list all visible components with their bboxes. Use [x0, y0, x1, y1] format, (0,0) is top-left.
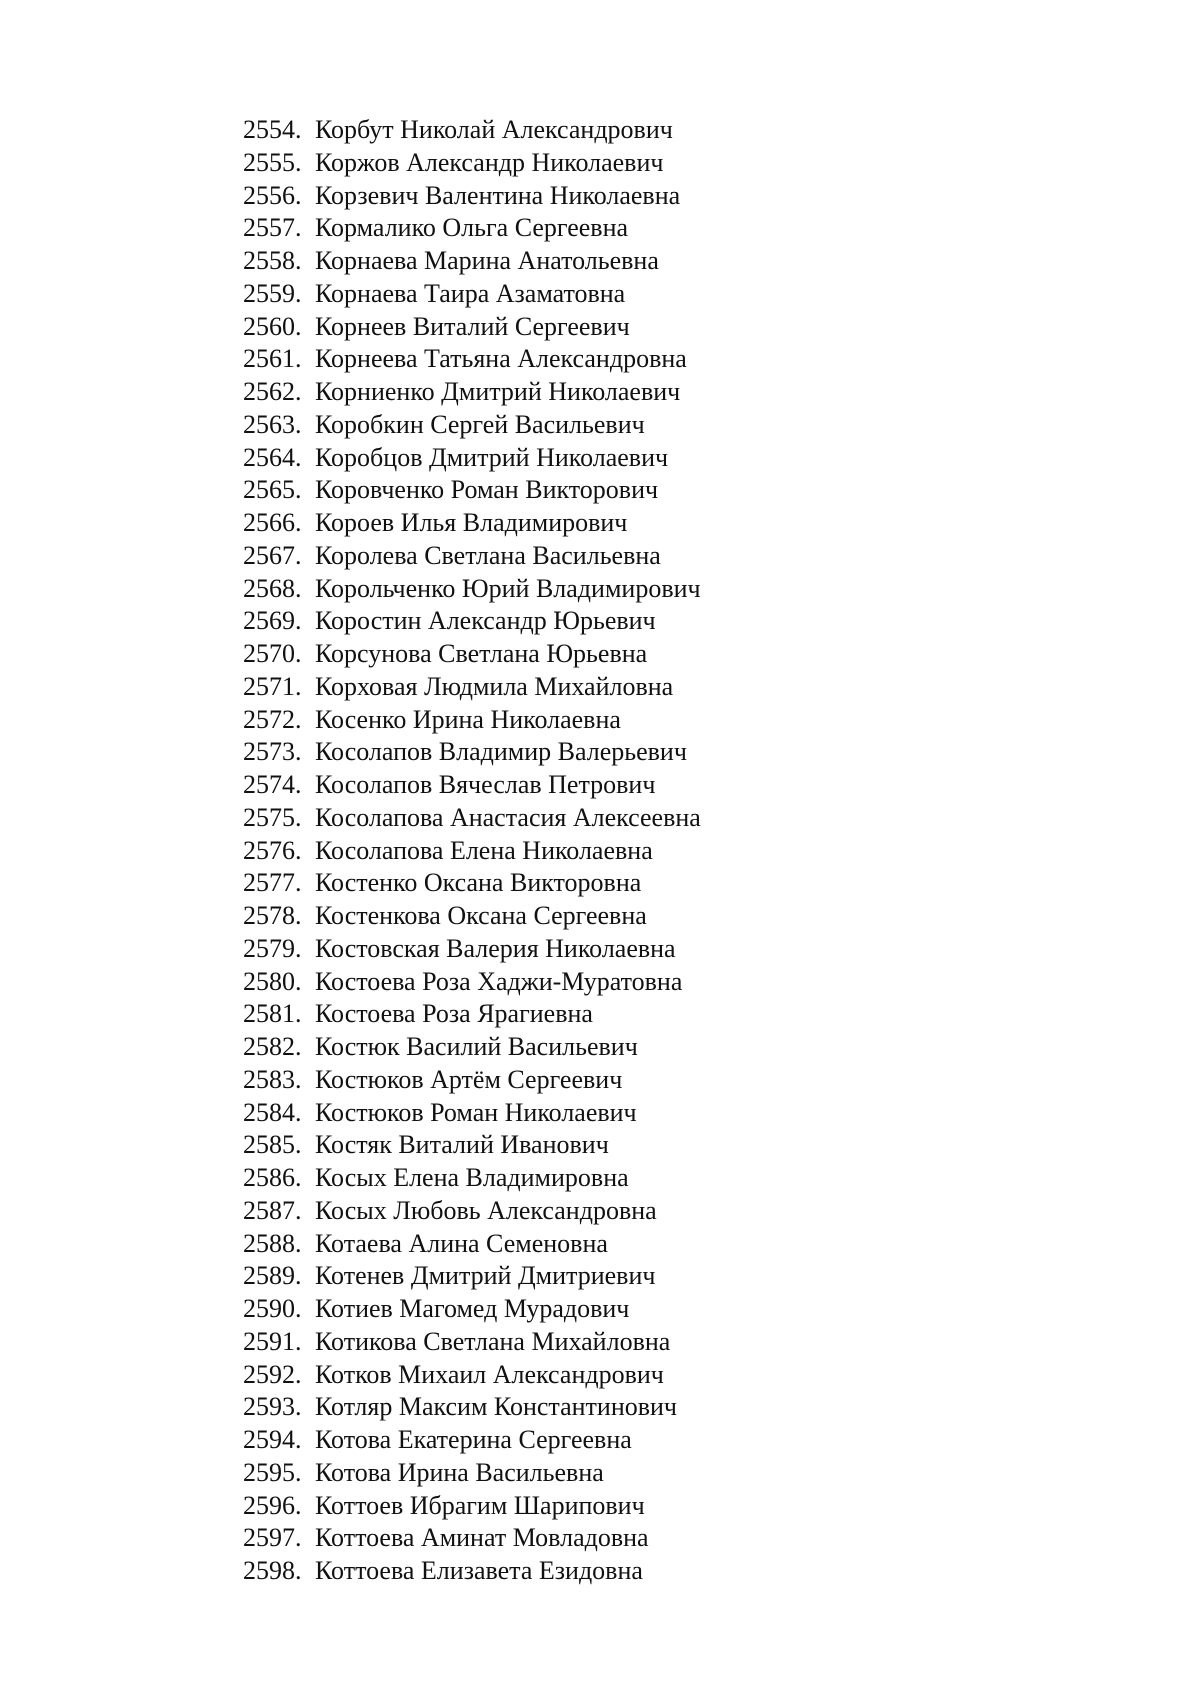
entry-full-name: Корховая Людмила Михайловна: [315, 671, 674, 701]
entry-number: 2581.: [243, 999, 302, 1029]
list-item: [243, 1391, 701, 1424]
list-item: [243, 638, 701, 671]
list-item: [243, 998, 701, 1031]
entry-full-name: Коттоев Ибрагим Шарипович: [315, 1490, 645, 1520]
entry-full-name: Королева Светлана Васильевна: [315, 540, 661, 570]
list-item: [243, 474, 701, 507]
entry-full-name: Котова Екатерина Сергеевна: [315, 1425, 632, 1454]
list-item: [243, 311, 701, 344]
list-item: [243, 212, 701, 245]
entry-full-name: Костоева Роза Ярагиевна: [315, 999, 593, 1029]
entry-number: 2576.: [243, 835, 302, 865]
entry-number: 2593.: [243, 1392, 302, 1422]
entry-number: 2591.: [243, 1326, 302, 1356]
list-item: [243, 442, 701, 475]
entry-number: 2565.: [243, 475, 302, 505]
entry-full-name: Котляр Максим Константинович: [315, 1392, 677, 1422]
entry-full-name: Котенев Дмитрий Дмитриевич: [315, 1261, 656, 1291]
entry-full-name: Костенкова Оксана Сергеевна: [315, 901, 647, 930]
entry-full-name: Косолапова Анастасия Алексеевна: [315, 802, 701, 832]
entry-full-name: Косых Любовь Александровна: [315, 1195, 657, 1225]
list-item: [243, 1162, 701, 1195]
entry-number: 2561.: [243, 344, 302, 374]
list-item: [243, 573, 701, 606]
entry-number: 2558.: [243, 246, 302, 275]
entry-number: 2582.: [243, 1032, 302, 1061]
entry-full-name: Корольченко Юрий Владимирович: [315, 573, 701, 603]
entry-full-name: Коровченко Роман Викторович: [315, 475, 659, 505]
list-item: [243, 769, 701, 802]
entry-full-name: Коттоева Елизавета Езидовна: [315, 1556, 643, 1585]
entry-full-name: Коробкин Сергей Васильевич: [315, 409, 645, 439]
entry-number: 2577.: [243, 868, 302, 898]
list-item: [243, 1293, 701, 1326]
entry-number: 2554.: [243, 115, 302, 144]
entry-number: 2557.: [243, 213, 302, 243]
entry-number: 2555.: [243, 147, 302, 177]
entry-number: 2579.: [243, 933, 302, 963]
entry-number: 2562.: [243, 377, 302, 406]
list-item: [243, 900, 701, 933]
entry-number: 2598.: [243, 1556, 302, 1585]
list-item: [243, 1326, 701, 1359]
list-item: [243, 1457, 701, 1490]
list-item: [243, 933, 701, 966]
list-item: [243, 147, 701, 180]
entry-number: 2563.: [243, 409, 302, 439]
entry-number: 2585.: [243, 1130, 302, 1160]
list-item: [243, 867, 701, 900]
entry-full-name: Костюк Василий Васильевич: [315, 1032, 638, 1061]
list-item: [243, 1260, 701, 1293]
list-item: [243, 835, 701, 868]
list-item: [243, 1195, 701, 1228]
entry-number: 2596.: [243, 1490, 302, 1520]
entry-full-name: Короев Илья Владимирович: [315, 508, 628, 537]
entry-full-name: Котаева Алина Семеновна: [315, 1228, 608, 1258]
list-item: [243, 540, 701, 573]
list-item: [243, 409, 701, 442]
entry-full-name: Костовская Валерия Николаевна: [315, 933, 676, 963]
list-item: [243, 507, 701, 540]
entry-number: 2597.: [243, 1523, 302, 1553]
entry-full-name: Костоева Роза Хаджи-Муратовна: [315, 966, 683, 996]
entry-full-name: Котиев Магомед Мурадович: [315, 1294, 630, 1323]
entry-number: 2568.: [243, 573, 302, 603]
entry-number: 2571.: [243, 671, 302, 701]
list-item: [243, 1228, 701, 1261]
entry-full-name: Корзевич Валентина Николаевна: [315, 180, 681, 210]
entry-number: 2592.: [243, 1359, 302, 1389]
list-item: [243, 278, 701, 311]
entry-number: 2567.: [243, 540, 302, 570]
entry-full-name: Кормалико Ольга Сергеевна: [315, 213, 629, 243]
entry-number: 2569.: [243, 606, 302, 636]
entry-full-name: Косенко Ирина Николаевна: [315, 704, 621, 734]
entry-full-name: Косолапова Елена Николаевна: [315, 835, 653, 865]
list-item: [243, 1490, 701, 1523]
entry-number: 2574.: [243, 770, 302, 799]
entry-number: 2588.: [243, 1228, 302, 1258]
list-item: [243, 802, 701, 835]
list-item: [243, 605, 701, 638]
entry-full-name: Костюков Артём Сергеевич: [315, 1064, 623, 1094]
entry-number: 2573.: [243, 737, 302, 767]
entry-full-name: Коржов Александр Николаевич: [315, 147, 664, 177]
entry-number: 2584.: [243, 1097, 302, 1127]
entry-number: 2564.: [243, 442, 302, 472]
list-item: [243, 1097, 701, 1130]
list-item: [243, 376, 701, 409]
entry-number: 2587.: [243, 1195, 302, 1225]
list-item: [243, 1064, 701, 1097]
list-item: [243, 1555, 701, 1588]
entry-number: 2586.: [243, 1163, 302, 1192]
list-item: [243, 343, 701, 376]
entry-full-name: Костяк Виталий Иванович: [315, 1130, 609, 1160]
entry-full-name: Коростин Александр Юрьевич: [315, 606, 656, 636]
entry-full-name: Котикова Светлана Михайловна: [315, 1326, 671, 1356]
list-item: [243, 704, 701, 737]
entry-number: 2590.: [243, 1294, 302, 1323]
entry-number: 2595.: [243, 1457, 302, 1487]
entry-full-name: Коттоева Аминат Мовладовна: [315, 1523, 649, 1553]
entry-full-name: Корнаева Таира Азаматовна: [315, 278, 626, 308]
list-item: [243, 1359, 701, 1392]
list-item: [243, 966, 701, 999]
list-item: [243, 245, 701, 278]
entry-number: 2578.: [243, 901, 302, 930]
entry-number: 2583.: [243, 1064, 302, 1094]
list-item: [243, 180, 701, 213]
name-list: [243, 114, 701, 1588]
entry-number: 2556.: [243, 180, 302, 210]
entry-number: 2559.: [243, 278, 302, 308]
entry-full-name: Корнаева Марина Анатольевна: [315, 246, 659, 275]
list-item: [243, 1031, 701, 1064]
entry-full-name: Корбут Николай Александрович: [315, 115, 673, 144]
entry-full-name: Корниенко Дмитрий Николаевич: [315, 377, 681, 406]
entry-full-name: Корсунова Светлана Юрьевна: [315, 639, 648, 668]
entry-full-name: Котков Михаил Александрович: [315, 1359, 664, 1389]
list-item: [243, 1424, 701, 1457]
entry-full-name: Костенко Оксана Викторовна: [315, 868, 642, 898]
entry-full-name: Костюков Роман Николаевич: [315, 1097, 637, 1127]
entry-number: 2560.: [243, 311, 302, 341]
entry-number: 2570.: [243, 639, 302, 668]
list-item: [243, 671, 701, 704]
entry-full-name: Коробцов Дмитрий Николаевич: [315, 442, 669, 472]
entry-full-name: Котова Ирина Васильевна: [315, 1457, 604, 1487]
entry-number: 2572.: [243, 704, 302, 734]
entry-number: 2594.: [243, 1425, 302, 1454]
entry-full-name: Корнеева Татьяна Александровна: [315, 344, 687, 374]
entry-number: 2566.: [243, 508, 302, 537]
entry-full-name: Косолапов Вячеслав Петрович: [315, 770, 656, 799]
entry-number: 2580.: [243, 966, 302, 996]
entry-full-name: Косолапов Владимир Валерьевич: [315, 737, 687, 767]
entry-full-name: Косых Елена Владимировна: [315, 1163, 629, 1192]
list-item: [243, 114, 701, 147]
list-item: [243, 1522, 701, 1555]
entry-number: 2589.: [243, 1261, 302, 1291]
list-item: [243, 1129, 701, 1162]
list-item: [243, 736, 701, 769]
entry-full-name: Корнеев Виталий Сергеевич: [315, 311, 630, 341]
entry-number: 2575.: [243, 802, 302, 832]
